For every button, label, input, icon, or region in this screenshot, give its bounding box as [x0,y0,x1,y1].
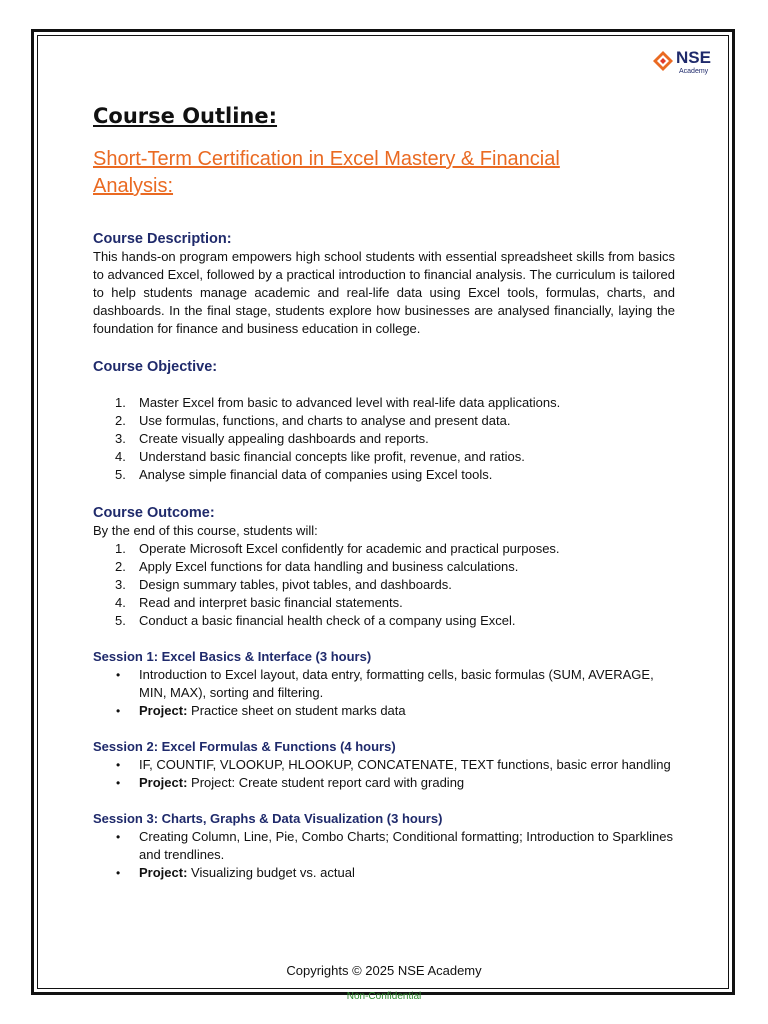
item-number: 3. [115,431,126,446]
item-number: 5. [115,467,126,482]
list-item [93,774,675,792]
list-item [93,412,675,430]
bullet-glyph: • [116,866,121,880]
list-item [93,828,675,864]
item-text: Master Excel from basic to advanced level with real-life data applications. [139,395,561,410]
document-body [93,100,675,882]
outcome-intro: By the end of this course, students will: [93,523,318,538]
item-text: Operate Microsoft Excel confidently for academic and practical purposes. [139,541,560,556]
outcome-heading: Course Outcome: [93,505,215,521]
item-text: Analyse simple financial data of companies using Excel tools. [139,467,493,482]
logo-sub: Academy [679,68,709,75]
bullet-text: Visualizing budget vs. actual [187,865,355,880]
item-text: Apply Excel functions for data handling and business calculations. [139,559,519,574]
list-item [93,558,675,576]
list-item [93,864,675,882]
list-item [93,666,675,702]
bullet-label: Project: [139,865,188,880]
item-text: Design summary tables, pivot tables, and dashboards. [139,577,452,592]
outcome-list [93,540,675,630]
item-number: 1. [115,395,126,410]
objective-heading: Course Objective: [93,359,218,375]
item-number: 2. [115,413,126,428]
bullet-glyph: • [116,776,121,790]
item-number: 2. [115,559,126,574]
item-text: Use formulas, functions, and charts to analyse and present data. [139,413,511,428]
bullet-label: Project: [139,703,188,718]
session-1-bullets [93,666,675,720]
list-item [93,466,675,484]
item-number: 4. [115,449,126,464]
bullet-glyph: • [116,830,121,844]
page-title: Course Outline: [93,104,278,128]
footer-copyright: Copyrights © 2025 NSE Academy [286,963,482,978]
session-2-bullets [93,756,675,792]
classification-label: Non-Confidential [346,991,422,1002]
course-title: Short-Term Certification in Excel Mastery & Financial Analysis: [93,148,560,197]
bullet-label: Project: [139,775,188,790]
item-text: Read and interpret basic financial statements. [139,595,403,610]
session-3-heading: Session 3: Charts, Graphs & Data Visualization (3 hours) [93,811,443,826]
description-text: This hands-on program empowers high school students with essential spreadsheet skills from basics to advanced Excel, followed by a practical introduction to financial analysis. The curriculum is tailored to help students manage academic and real-life data using Excel tools, formulas, charts, and dashboards. In the final stage, students explore how businesses are analysed financially, laying the foundation for finance and business education in college. [93,249,675,336]
bullet-text: Practice sheet on student marks data [187,703,406,718]
list-item [93,448,675,466]
bullet-text: Project: Create student report card with grading [187,775,465,790]
list-item [93,756,675,774]
item-text: Understand basic financial concepts like profit, revenue, and ratios. [139,449,525,464]
logo-brand: NSE [676,48,711,67]
list-item [93,430,675,448]
session-3-bullets [93,828,675,882]
bullet-text: IF, COUNTIF, VLOOKUP, HLOOKUP, CONCATENATE, TEXT functions, basic error handling [139,757,671,772]
session-2-heading: Session 2: Excel Formulas & Functions (4 hours) [93,739,396,754]
nse-academy-logo [652,48,722,80]
list-item [93,540,675,558]
item-number: 4. [115,595,126,610]
list-item [93,576,675,594]
item-text: Create visually appealing dashboards and reports. [139,431,429,446]
list-item [93,612,675,630]
item-number: 3. [115,577,126,592]
list-item [93,394,675,412]
bullet-glyph: • [116,758,121,772]
bullet-text: Introduction to Excel layout, data entry, formatting cells, basic formulas (SUM, AVERAGE, MIN, MAX), sorting and filtering. [139,667,654,700]
bullet-glyph: • [116,704,121,718]
objective-list [93,394,675,484]
list-item [93,702,675,720]
bullet-glyph: • [116,668,121,682]
list-item [93,594,675,612]
session-1-heading: Session 1: Excel Basics & Interface (3 hours) [93,649,372,664]
description-heading: Course Description: [93,231,232,247]
bullet-text: Creating Column, Line, Pie, Combo Charts; Conditional formatting; Introduction to Sparklines and trendlines. [139,829,673,862]
nse-logo-icon [652,50,674,72]
item-number: 1. [115,541,126,556]
item-number: 5. [115,613,126,628]
item-text: Conduct a basic financial health check of a company using Excel. [139,613,516,628]
